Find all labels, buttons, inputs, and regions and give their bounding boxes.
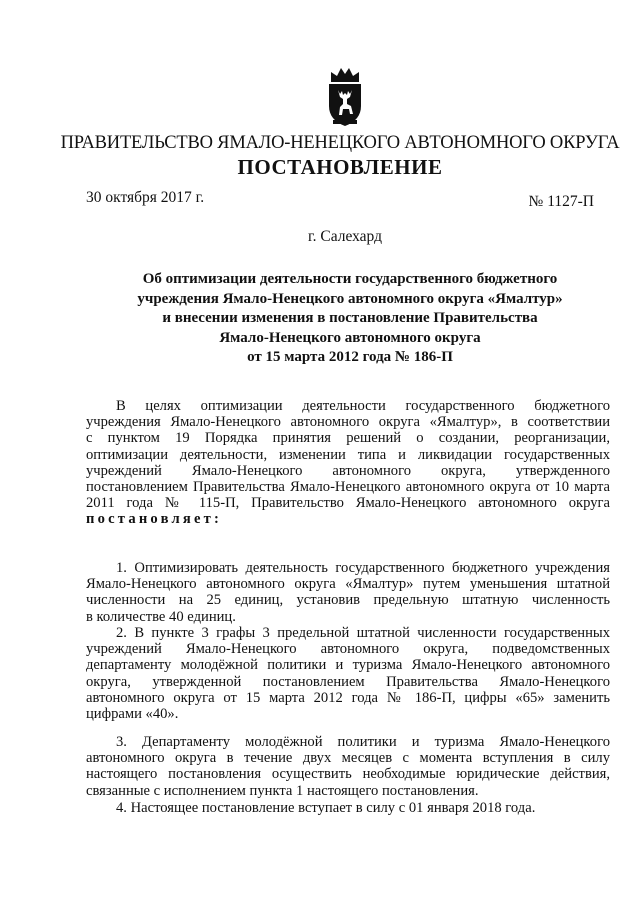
text-line: 2. В пункте 3 графы 3 предельной штатной численности государственных [116, 625, 610, 641]
document-number: № 1127-П [528, 193, 594, 210]
text-line: в количестве 40 единиц. [86, 608, 236, 625]
text-line: учреждений Ямало-Ненецкого автономного округа, подведомственных [86, 641, 610, 658]
text-line: автономного округа в течение двух месяцев с момента вступления в силу [86, 750, 610, 767]
preamble-paragraph [86, 398, 610, 528]
document-title [90, 270, 610, 368]
text-line: цифрами «40». [86, 706, 179, 723]
text-line: 4. Настоящее постановление вступает в силу с 01 января 2018 года. [116, 800, 536, 816]
item-2-paragraph [86, 625, 610, 722]
text-line: учреждений Ямало-Ненецкого автономного округа, утвержденного [86, 462, 610, 479]
title-line: Об оптимизации деятельности государственного бюджетного [142, 271, 558, 287]
text-line: оптимизации деятельности, изменении типа и ликвидации государственных [86, 446, 610, 463]
text-line: связанные с исполнением пункта 1 настоящего постановления. [86, 782, 479, 799]
text-line: с пунктом 19 Порядка принятия решений о создании, реорганизации, [86, 430, 610, 447]
text-line: 1. Оптимизировать деятельность государственного бюджетного учреждения [116, 560, 610, 576]
government-name: ПРАВИТЕЛЬСТВО ЯМАЛО-НЕНЕЦКОГО АВТОНОМНОГО ОКРУГА [60, 133, 620, 153]
document-city: г. Салехард [308, 228, 382, 245]
title-line: от 15 марта 2012 года № 186-П [247, 349, 453, 365]
title-line: учреждения Ямало-Ненецкого автономного округа «Ямалтур» [137, 290, 563, 307]
text-line: автономного округа от 15 марта 2012 года № 186-П, цифры «65» заменить [86, 689, 610, 706]
text-line: 3. Департаменту молодёжной политики и туризма Ямало-Ненецкого [116, 734, 610, 750]
coat-of-arms-emblem [323, 66, 367, 130]
text-line: настоящего постановления осуществить необходимые юридические действия, [86, 766, 610, 783]
text-line: В целях оптимизации деятельности государственного бюджетного [116, 398, 610, 414]
document-type: ПОСТАНОВЛЕНИЕ [237, 155, 443, 179]
text-line: Ямало-Ненецкого автономного округа «Ямалтур» путем уменьшения штатной [86, 576, 610, 593]
item-1-paragraph [86, 560, 610, 625]
text-line: округа, утвержденной постановлением Правительства Ямало-Ненецкого [86, 673, 610, 690]
text-line: 2011 года № 115-П, Правительство Ямало-Ненецкого автономного округа [86, 495, 610, 512]
title-line: Ямало-Ненецкого автономного округа [219, 329, 481, 346]
title-line: и внесении изменения в постановление Правительства [162, 310, 538, 326]
text-line: учреждения Ямало-Ненецкого автономного округа «Ямалтур», в соответствии [86, 414, 610, 431]
text-line: численности на 25 единиц, установив предельную штатную численность [86, 592, 610, 609]
resolves-word: постановляет: [86, 511, 223, 528]
document-date: 30 октября 2017 г. [86, 189, 205, 206]
item-4-paragraph [86, 800, 610, 816]
item-3-paragraph [86, 734, 610, 799]
text-line: департаменту молодёжной политики и туризма Ямало-Ненецкого автономного [86, 657, 610, 674]
text-line: постановлением Правительства Ямало-Ненецкого автономного округа от 10 марта [86, 479, 610, 496]
